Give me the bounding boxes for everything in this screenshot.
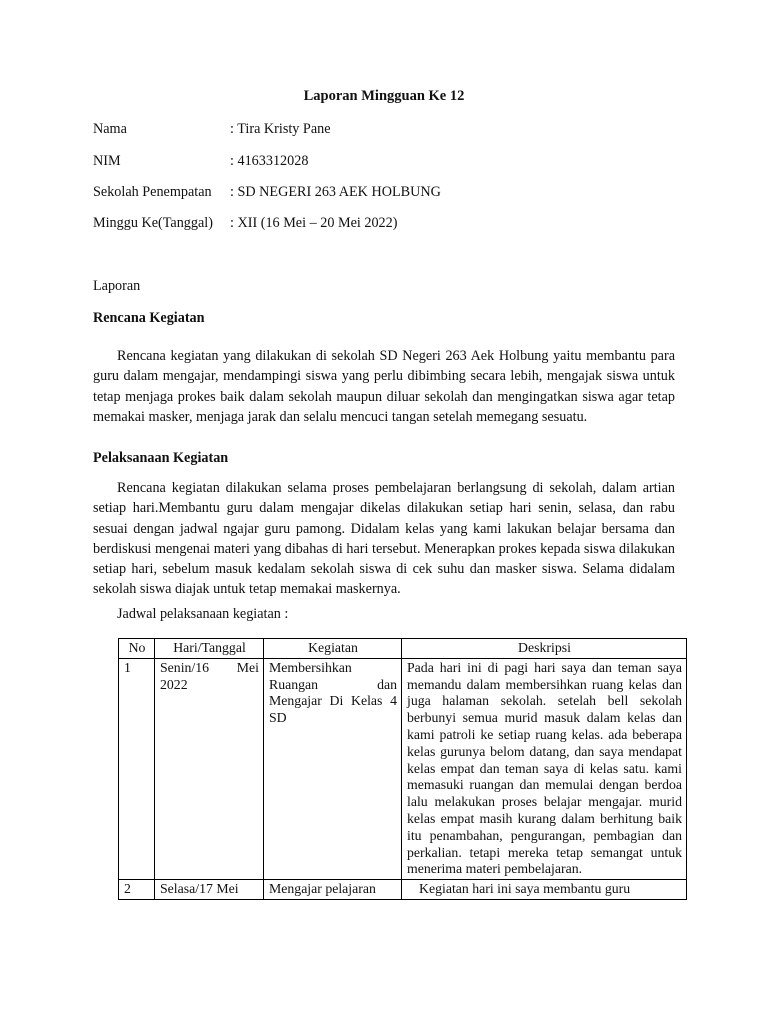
info-value: : Tira Kristy Pane	[230, 121, 331, 137]
header-no: No	[119, 639, 155, 659]
cell-tanggal: Senin/16 Mei 2022	[155, 658, 264, 879]
jadwal-label: Jadwal pelaksanaan kegiatan :	[117, 606, 289, 622]
cell-deskripsi: Kegiatan hari ini saya membantu guru	[402, 880, 687, 900]
table-row	[119, 658, 687, 879]
table-row	[119, 880, 687, 900]
cell-kegiatan: Mengajar pelajaran	[264, 880, 402, 900]
info-value: : SD NEGERI 263 AEK HOLBUNG	[230, 184, 441, 200]
info-value: : 4163312028	[230, 153, 309, 169]
cell-no: 2	[119, 880, 155, 900]
cell-no: 1	[119, 658, 155, 879]
header-kegiatan: Kegiatan	[264, 639, 402, 659]
schedule-table	[118, 638, 687, 900]
info-label: Nama	[93, 121, 127, 137]
info-label: NIM	[93, 153, 121, 169]
laporan-label: Laporan	[93, 278, 141, 294]
report-title: Laporan Mingguan Ke 12	[303, 88, 465, 104]
rencana-paragraph: Rencana kegiatan yang dilakukan di sekolah SD Negeri 263 Aek Holbung yaitu membantu para guru dalam mengajar, mendampingi siswa yang perlu dibimbing secara lebih, mengajak siswa untuk tetap menjaga prokes baik dalam sekolah maupun diluar sekolah dan mengingatkan siswa agar tetap memakai masker, menjaga jarak dan selalu mencuci tangan setelah memegang sesuatu.	[93, 348, 675, 425]
cell-deskripsi: Pada hari ini di pagi hari saya dan teman saya memandu dalam membersihkan ruang kelas dan juga halaman sekolah. setelah bell sekolah berbunyi semua murid masuk dalam kelas dan kami patroli ke setiap ruang kelas. ada beberapa kelas gurunya belom datang, dan saya mendapat kelas empat dan teman saya di kelas satu. kami memasuki ruangan dan memulai dengan berdoa lalu melakukan proses belajar mengajar. murid kelas empat masih kurang dalam berhitung baik itu penambahan, pengurangan, pembagian dan perkalian. tetapi mereka tetap semangat untuk menerima materi pembelajaran.	[402, 658, 687, 879]
header-tanggal: Hari/Tanggal	[155, 639, 264, 659]
rencana-heading: Rencana Kegiatan	[93, 310, 205, 326]
cell-kegiatan: Membersihkan Ruangan dan Mengajar Di Kelas 4 SD	[264, 658, 402, 879]
table-header-row	[119, 639, 687, 659]
pelaksanaan-heading: Pelaksanaan Kegiatan	[93, 450, 229, 466]
info-value: : XII (16 Mei – 20 Mei 2022)	[230, 215, 398, 231]
header-deskripsi: Deskripsi	[402, 639, 687, 659]
cell-tanggal: Selasa/17 Mei	[155, 880, 264, 900]
info-label: Minggu Ke(Tanggal)	[93, 215, 213, 231]
pelaksanaan-paragraph: Rencana kegiatan dilakukan selama proses pembelajaran berlangsung di sekolah, dalam artian setiap hari.Membantu guru dalam mengajar dikelas dilakukan setiap hari senin, selasa, dan rabu sesuai dengan jadwal ngajar guru pamong. Didalam kelas yang kami lakukan belajar bersama dan berdiskusi mengenai materi yang dibahas di hari tersebut. Menerapkan prokes kepada siswa dilakukan setiap hari, sebelum masuk kedalam sekolah siswa di cek suhu dan masker siswa. Selama didalam sekolah siswa diajak untuk tetap memakai maskernya.	[93, 480, 675, 598]
info-label: Sekolah Penempatan	[93, 184, 212, 200]
